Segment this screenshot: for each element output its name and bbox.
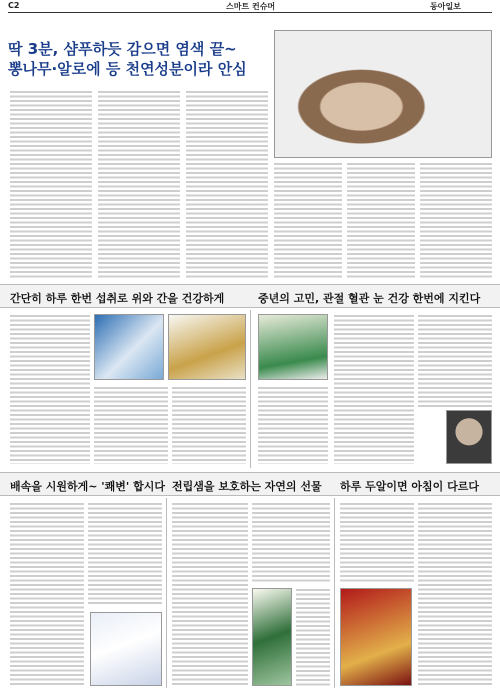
row3-col2-text-b <box>252 502 330 582</box>
row3-col1-text-a <box>10 502 84 686</box>
hair-dye-photo <box>274 30 492 158</box>
row3-col3-text-a <box>340 502 414 582</box>
top-article-col6 <box>420 162 492 278</box>
top-article-col2 <box>98 90 180 278</box>
row2-right-col3 <box>418 314 492 408</box>
main-headline-line2: 뽕나무·알로에 등 천연성분이라 안심 <box>8 60 247 78</box>
row2-right-col1 <box>258 386 328 464</box>
newspaper-logo: 동아일보 <box>430 2 461 11</box>
product-box-green-tall <box>252 588 292 686</box>
row2-left-col1 <box>10 314 90 464</box>
product-box-blue <box>94 314 164 380</box>
row3-col3-text-b <box>418 502 492 686</box>
row3-col3-title: 하루 두알이면 아침이 다르다 <box>340 480 479 493</box>
top-article-col5 <box>347 162 415 278</box>
page-number: C2 <box>8 1 20 10</box>
row3-col2-text-a <box>172 502 248 686</box>
row3-col1-text-b <box>88 502 162 606</box>
product-box-gold <box>168 314 246 380</box>
product-box-red <box>340 588 412 686</box>
row2-right-col2 <box>334 314 414 464</box>
top-article-col3 <box>186 90 268 278</box>
row3-col1-title: 배속을 시원하게~ '쾌변' 합시다 <box>10 480 165 493</box>
doctor-portrait <box>446 410 492 464</box>
row3-col2-title: 전립샘을 보호하는 자연의 선물 <box>172 480 322 493</box>
header-rule <box>8 12 492 13</box>
row3-col2-text-c <box>296 588 330 686</box>
row2-left-col3 <box>172 386 246 464</box>
product-box-green <box>258 314 328 380</box>
top-article-col4 <box>274 162 342 278</box>
main-headline-line1: 딱 3분, 샴푸하듯 감으면 염색 끝~ <box>8 40 237 58</box>
row2-divider <box>250 310 251 468</box>
product-box-white <box>90 612 162 686</box>
row2-left-col2 <box>94 386 168 464</box>
row3-divider-a <box>166 498 167 688</box>
row2-left-title: 간단히 하루 한번 섭취로 위와 간을 건강하게 <box>10 292 225 305</box>
section-title: 스마트 컨슈머 <box>226 2 276 11</box>
row3-divider-b <box>334 498 335 688</box>
top-article-col1 <box>10 90 92 278</box>
row2-right-title: 중년의 고민, 관절 혈관 눈 건강 한번에 지킨다 <box>258 292 481 305</box>
